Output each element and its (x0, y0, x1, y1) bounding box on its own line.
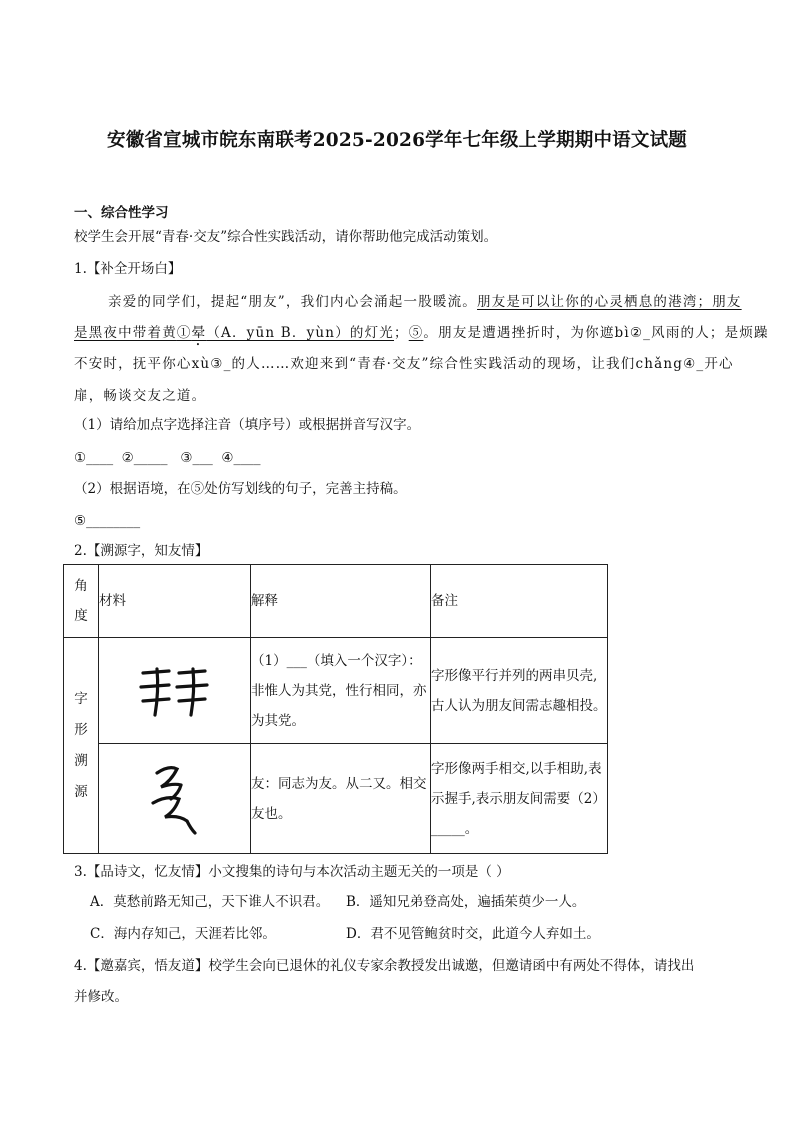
header-angle: 角度 (64, 565, 99, 638)
section-heading: 一、综合性学习 (74, 205, 169, 221)
answer-blank-5: ⑤________ (74, 513, 141, 529)
ancient-glyph-peng-cell (99, 638, 251, 744)
option-b: B．遥知兄弟登高处，遍插茱萸少一人。 (346, 894, 586, 910)
row2-explanation: 友：同志为友。从二又。相交友也。 (251, 744, 431, 854)
page-title: 安徽省宣城市皖东南联考2025-2026学年七年级上学期期中语文试题 (107, 130, 687, 151)
sub-question-2: （2）根据语境，在⑤处仿写划线的句子，完善主持稿。 (74, 481, 407, 497)
header-material: 材料 (99, 565, 251, 638)
question-4-line-2: 并修改。 (74, 989, 128, 1005)
passage-text: 亲爱的同学们，提起“朋友”，我们内心会涌起一股暖流。 (108, 294, 478, 310)
passage-line-2: 是黑夜中带着黄①晕（A．yūn B．yùn）的灯光；⑤。朋友是遭遇挫折时，为你遮bì②_风雨的人；是烦躁 (74, 325, 769, 341)
option-a: A．莫愁前路无知己，天下谁人不识君。 (90, 894, 330, 910)
ancient-you-glyph-image (135, 759, 215, 839)
passage-underlined-sentence: 是黑夜中带着黄①晕（A．yūn B．yùn）的灯光 (74, 325, 395, 341)
dotted-character: 晕 (191, 325, 207, 341)
row1-note: 字形像平行并列的两串贝壳,古人认为朋友间需志趣相投。 (431, 638, 608, 744)
question-3-label: 3.【品诗文，忆友情】小文搜集的诗句与本次活动主题无关的一项是（ ） (74, 864, 510, 880)
row-label-glyph-origin: 字形溯源 (64, 638, 99, 854)
passage-line-3: 不安时，抚平你心xù③_的人……欢迎来到“青春·交友”综合性实践活动的现场，让我们chǎng④_开心 (74, 356, 734, 372)
character-origin-table (63, 564, 608, 854)
row2-note: 字形像两手相交,以手相助,表示握手,表示朋友间需要（2）_____。 (431, 744, 608, 854)
question-1-label: 1.【补全开场白】 (74, 261, 182, 277)
ancient-glyph-you-cell (99, 744, 251, 854)
header-note: 备注 (431, 565, 608, 638)
question-4-line-1: 4.【邀嘉宾，悟友道】校学生会向已退休的礼仪专家余教授发出诚邀，但邀请函中有两处不得体，请找出 (74, 958, 695, 974)
question-2-label: 2.【溯源字，知友情】 (74, 543, 209, 559)
answer-blanks-1-4: ①____ ②_____ ③___ ④____ (74, 450, 261, 466)
header-explanation: 解释 (251, 565, 431, 638)
passage-line-1 (108, 290, 742, 310)
section-intro: 校学生会开展“青春·交友”综合性实践活动，请你帮助他完成活动策划。 (74, 229, 498, 245)
passage-line-4: 扉，畅谈交友之道。 (74, 388, 207, 404)
blank-5: ⑤ (408, 325, 424, 341)
option-d: D．君不见管鲍贫时交，此道今人弃如土。 (346, 926, 600, 942)
passage-underlined-sentence: 朋友是可以让你的心灵栖息的港湾；朋友 (477, 294, 742, 310)
sub-question-1: （1）请给加点字选择注音（填序号）或根据拼音写汉字。 (74, 417, 421, 433)
row1-explanation: （1）___（填入一个汉字）：非惟人为其党，性行相同，亦为其党。 (251, 638, 431, 744)
ancient-peng-glyph-image (135, 661, 215, 721)
option-c: C．海内存知己，天涯若比邻。 (90, 926, 276, 942)
